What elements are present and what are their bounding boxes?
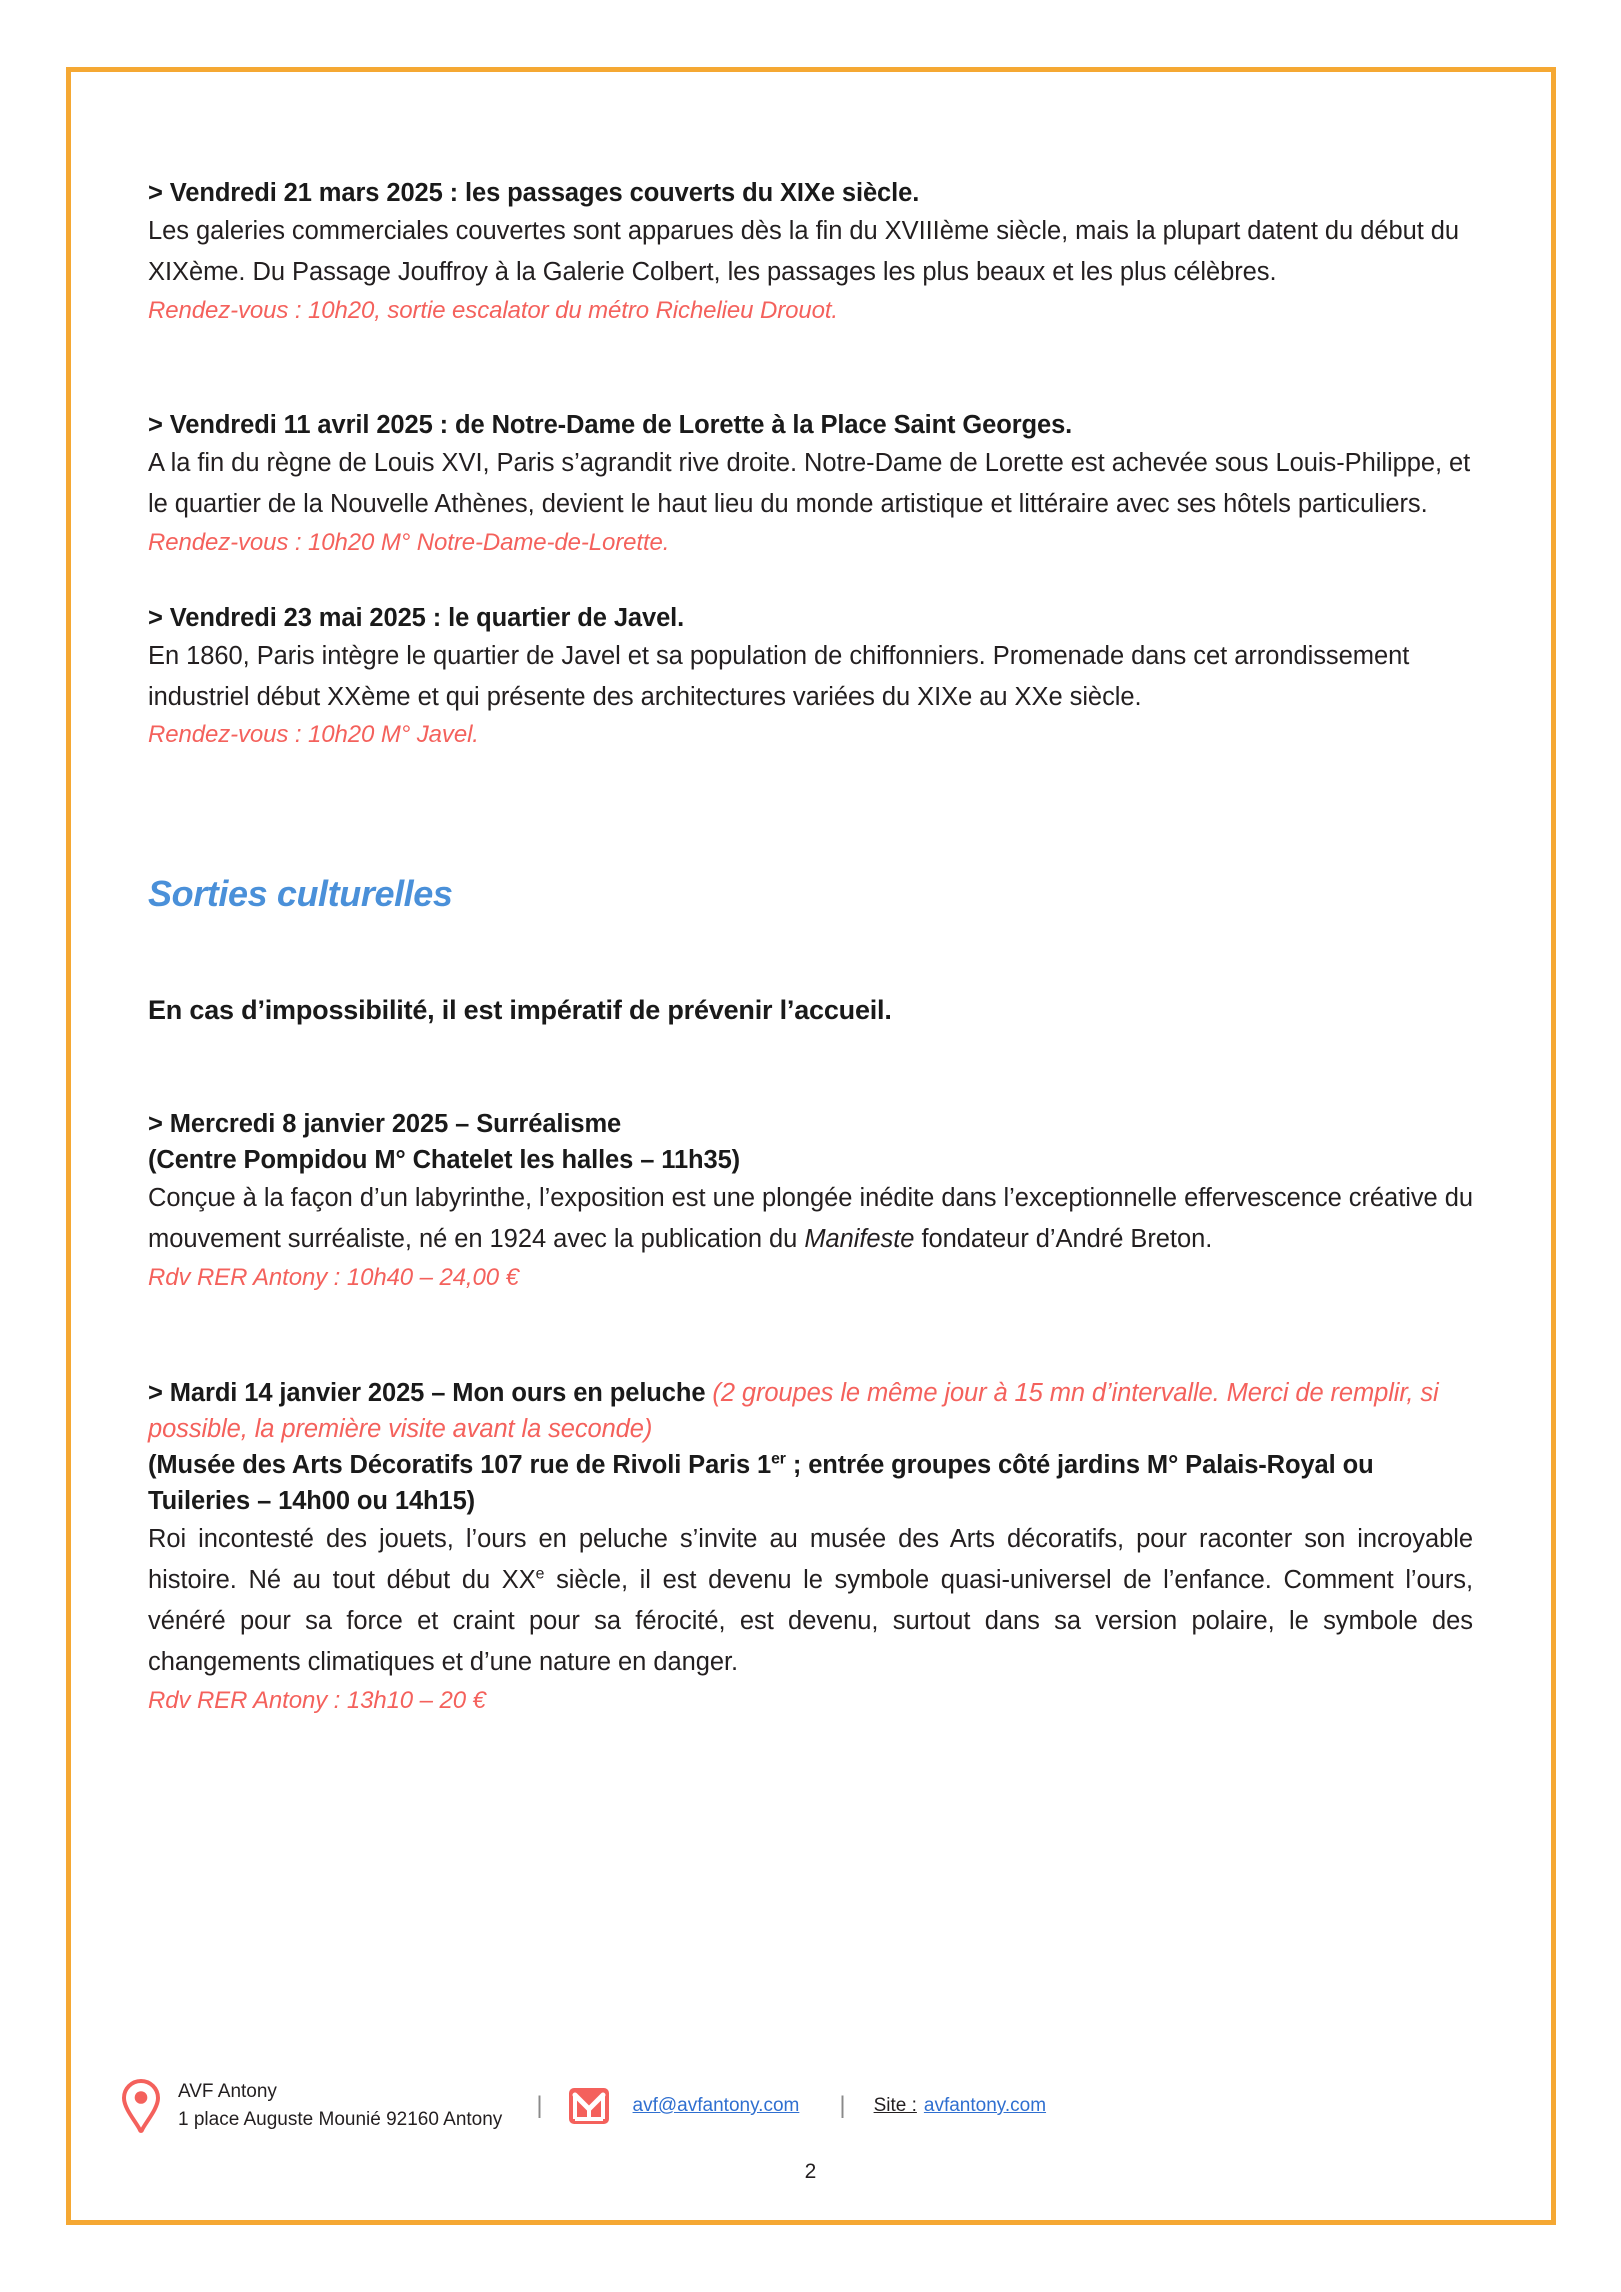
- footer-address-text: [178, 2078, 502, 2133]
- envelope-icon: [567, 2086, 611, 2126]
- outing-1-body-part2: fondateur d’André Breton.: [914, 1225, 1213, 1254]
- page-number: 2: [804, 2160, 817, 2183]
- outing-2-body: [148, 1519, 1473, 1682]
- footer-address-line: 1 place Auguste Mounié 92160 Antony: [178, 2109, 503, 2130]
- outing-1-title: > Mercredi 8 janvier 2025 – Surréalisme: [148, 1110, 622, 1139]
- page-content: [148, 175, 1473, 1719]
- outing-1-body: [148, 1178, 1473, 1260]
- spacer: [148, 1028, 1473, 1106]
- outing-2-title-black: > Mardi 14 janvier 2025 – Mon ours en peluche: [148, 1378, 713, 1407]
- spacer: [148, 754, 1473, 872]
- footer-address-block: [120, 2078, 561, 2134]
- footer-site-block: [874, 2095, 1046, 2117]
- footer-site-label: Site :: [873, 2095, 917, 2116]
- footer-separator-1: |: [536, 2092, 543, 2119]
- outing-2-body-part2: siècle, il est devenu le symbole quasi-universel de l’enfance. Comment l’ours, vénéré pour sa force et craint pour sa férocité, est devenu, surtout dans sa version polaire, le symbole des changements climatiques et d’une nature en danger.: [148, 1566, 1473, 1676]
- outing-2-title-red-note: (2 groupes le même jour à 15 mn d’intervalle. Merci de remplir, si possible, la première visite avant la seconde): [148, 1378, 1439, 1443]
- outing-1-rendezvous: Rdv RER Antony : 10h40 – 24,00 €: [148, 1264, 519, 1292]
- section-heading-sorties-culturelles: Sorties culturelles: [148, 872, 453, 914]
- walk-entry-1: [148, 175, 1473, 329]
- walk-3-body: En 1860, Paris intègre le quartier de Javel et sa population de chiffonniers. Promenade dans cet arrondissement industriel début XXème et qui présente des architectures variées du XIXe au XXe siècle.: [148, 641, 1410, 711]
- spacer: [148, 1297, 1473, 1375]
- outing-1-body-italic: Manifeste: [804, 1225, 915, 1254]
- page-footer: [120, 2078, 1500, 2134]
- outing-2-body-superscript: e: [535, 1565, 545, 1583]
- walk-1-body: Les galeries commerciales couvertes sont apparues dès la fin du XVIIIème siècle, mais la plupart datent du début du XIXème. Du Passage Jouffroy à la Galerie Colbert, les passages les plus beaux et les plus célèbres.: [148, 217, 1460, 286]
- walk-1-title: > Vendredi 21 mars 2025 : les passages couverts du XIXe siècle.: [148, 179, 920, 207]
- outing-entry-2: [148, 1375, 1473, 1719]
- outing-2-body-part1: Roi incontesté des jouets, l’ours en peluche s’invite au musée des Arts décoratifs, pour raconter son incroyable histoire. Né au tout début du XX: [148, 1525, 1473, 1595]
- outing-entry-1: [148, 1106, 1473, 1296]
- outing-1-body-part1: Conçue à la façon d’un labyrinthe, l’exposition est une plongée inédite dans l’exceptionnelle effervescence créative du mouvement surréaliste, né en 1924 avec la publication du: [148, 1184, 1473, 1254]
- footer-site-link[interactable]: avfantony.com: [923, 2095, 1047, 2116]
- walk-2-rendezvous: Rendez-vous : 10h20 M° Notre-Dame-de-Lorette.: [148, 529, 670, 557]
- walk-3-title: > Vendredi 23 mai 2025 : le quartier de Javel.: [148, 603, 685, 632]
- walk-2-title: > Vendredi 11 avril 2025 : de Notre-Dame de Lorette à la Place Saint Georges.: [148, 411, 1073, 440]
- spacer: [148, 329, 1473, 407]
- outing-2-rendezvous: Rdv RER Antony : 13h10 – 20 €: [148, 1686, 486, 1714]
- notice-text: En cas d’impossibilité, il est impératif de prévenir l’accueil.: [148, 994, 892, 1025]
- spacer: [148, 562, 1473, 600]
- walk-3-rendezvous: Rendez-vous : 10h20 M° Javel.: [148, 721, 479, 749]
- footer-separator-2: |: [839, 2092, 846, 2119]
- walk-1-rendezvous: Rendez-vous : 10h20, sortie escalator du métro Richelieu Drouot.: [148, 296, 838, 324]
- footer-email-link[interactable]: avf@avfantony.com: [632, 2095, 800, 2116]
- outing-2-venue-part1: (Musée des Arts Décoratifs 107 rue de Rivoli Paris 1: [148, 1450, 772, 1479]
- outing-2-venue-part2: ; entrée groupes côté jardins M° Palais-Royal ou Tuileries – 14h00 ou 14h15): [148, 1450, 1374, 1516]
- location-pin-icon: [120, 2078, 162, 2134]
- walk-entry-2: [148, 407, 1473, 561]
- outing-2-venue: [148, 1447, 1473, 1519]
- walk-entry-3: [148, 600, 1473, 754]
- footer-org-name: AVF Antony: [178, 2081, 277, 2103]
- walk-2-body: A la fin du règne de Louis XVI, Paris s’agrandit rive droite. Notre-Dame de Lorette est achevée sous Louis-Philippe, et le quartier de la Nouvelle Athènes, devient le haut lieu du monde artistique et littéraire avec ses hôtels particuliers.: [148, 449, 1471, 519]
- spacer: [148, 915, 1473, 993]
- footer-email-block: [567, 2086, 864, 2126]
- outing-2-title: [148, 1375, 1473, 1447]
- outing-1-venue: (Centre Pompidou M° Chatelet les halles – 11h35): [148, 1146, 741, 1175]
- outing-2-venue-superscript: er: [771, 1450, 786, 1468]
